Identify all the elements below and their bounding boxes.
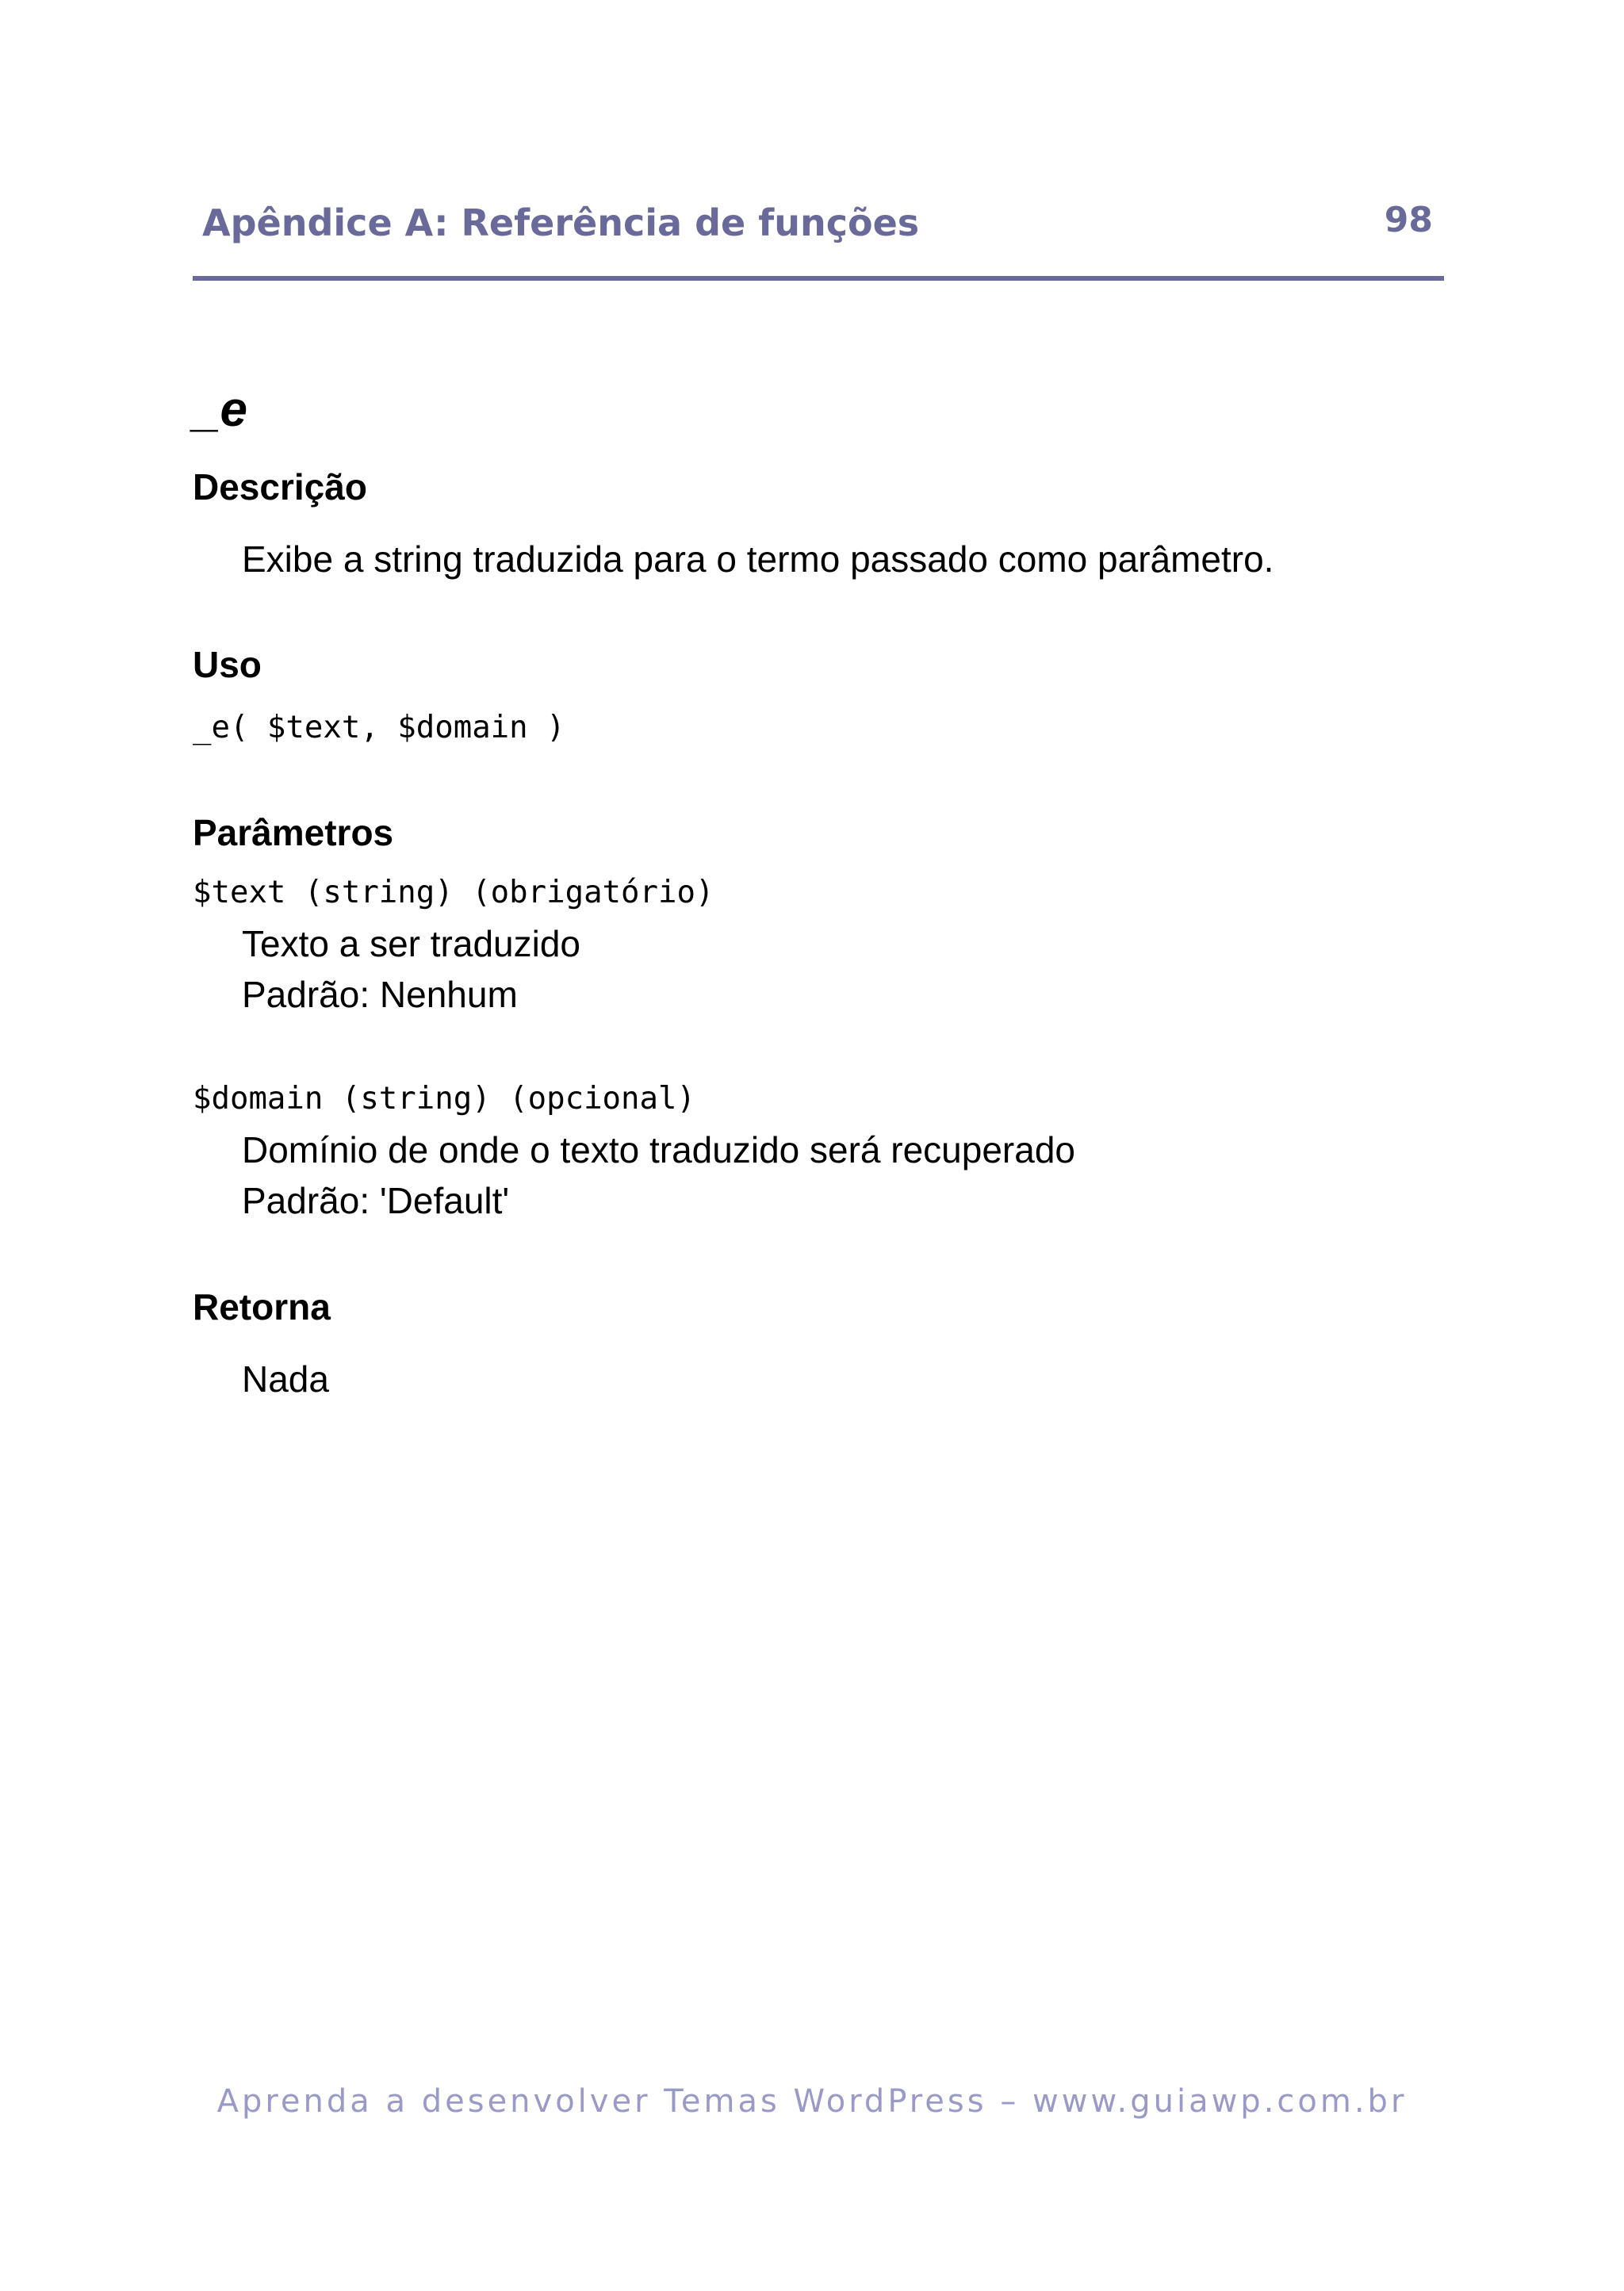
page-header bbox=[193, 190, 1444, 281]
param-domain-default: Padrão: 'Default' bbox=[242, 1180, 510, 1221]
header-title: Apêndice A: Referência de funções bbox=[202, 201, 920, 244]
description-heading: Descrição bbox=[193, 466, 367, 508]
parameters-heading: Parâmetros bbox=[193, 812, 394, 853]
param-text-default: Padrão: Nenhum bbox=[242, 974, 518, 1015]
param-domain-description: Domínio de onde o texto traduzido será recuperado bbox=[242, 1129, 1075, 1170]
param-text-description: Texto a ser traduzido bbox=[242, 923, 581, 964]
param-domain-signature: $domain (string) (opcional) bbox=[193, 1081, 695, 1117]
usage-heading: Uso bbox=[193, 644, 262, 685]
usage-code: _e( $text, $domain ) bbox=[193, 710, 565, 745]
description-text: Exibe a string traduzida para o termo passado como parâmetro. bbox=[242, 538, 1274, 580]
page-number: 98 bbox=[1384, 200, 1433, 240]
returns-text: Nada bbox=[242, 1358, 329, 1400]
returns-heading: Retorna bbox=[193, 1286, 331, 1327]
function-name: _e bbox=[193, 382, 247, 437]
param-text-signature: $text (string) (obrigatório) bbox=[193, 875, 714, 910]
page-footer: Aprenda a desenvolver Temas WordPress – www.guiawp.com.br bbox=[216, 2083, 1408, 2120]
